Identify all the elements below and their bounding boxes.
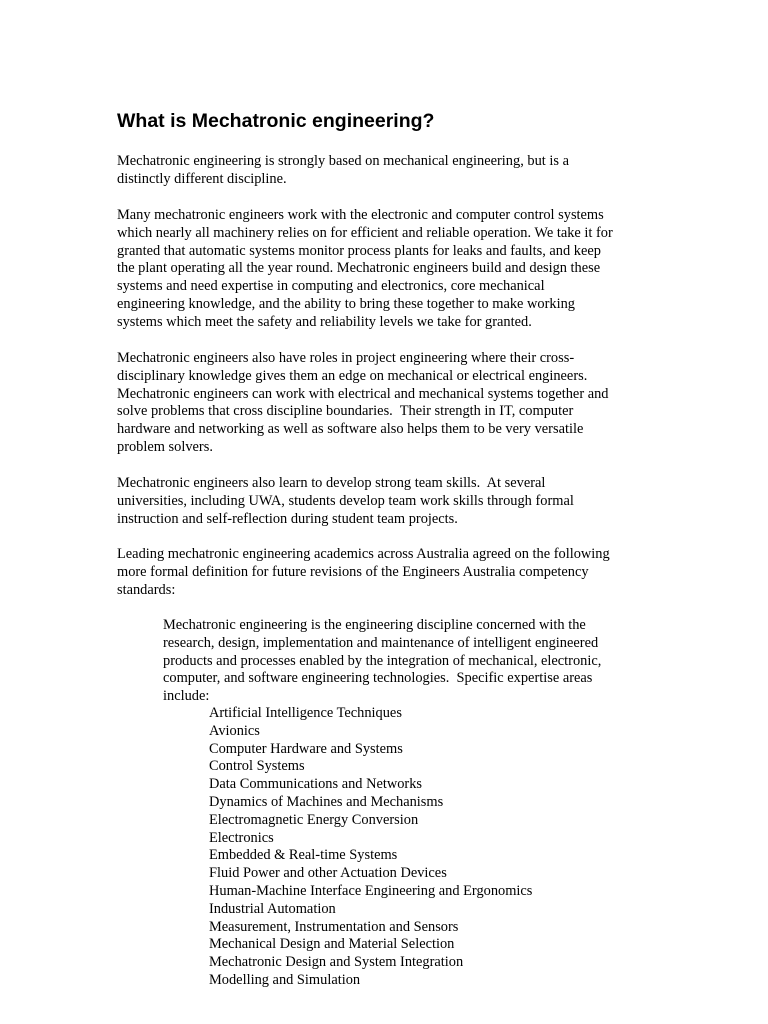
expertise-area-item: Electronics [209, 829, 274, 846]
paragraph-line: granted that automatic systems monitor process plants for leaks and faults, and keep [117, 242, 601, 259]
paragraph-team-skills [117, 475, 574, 528]
paragraph-line: solve problems that cross discipline boundaries. Their strength in IT, computer [117, 403, 574, 420]
expertise-area-item: Measurement, Instrumentation and Sensors [209, 918, 459, 935]
expertise-area-item: Embedded & Real-time Systems [209, 847, 398, 864]
paragraph-definition-intro [117, 546, 610, 599]
paragraph-line: disciplinary knowledge gives them an edge on mechanical or electrical engineers. [117, 367, 588, 384]
expertise-area-item: Artificial Intelligence Techniques [209, 705, 402, 721]
definition-line: computer, and software engineering technologies. Specific expertise areas [163, 670, 593, 687]
paragraph-line: Mechatronic engineering is strongly based on mechanical engineering, but is a [117, 153, 569, 169]
paragraph-line: the plant operating all the year round. Mechatronic engineers build and design these [117, 260, 601, 277]
paragraph-line: Many mechatronic engineers work with the electronic and computer control systems [117, 207, 604, 223]
definition-line: Mechatronic engineering is the engineering discipline concerned with the [163, 617, 586, 633]
paragraph-line: hardware and networking as well as software also helps them to be very versatile [117, 421, 584, 438]
expertise-area-item: Human-Machine Interface Engineering and Ergonomics [209, 882, 533, 899]
paragraph-line: Mechatronic engineers can work with electrical and mechanical systems together and [117, 385, 609, 402]
expertise-area-item: Control Systems [209, 758, 305, 775]
definition-line: include: [163, 688, 210, 705]
definition-block [163, 617, 601, 706]
paragraph-line: Leading mechatronic engineering academics across Australia agreed on the following [117, 546, 610, 562]
paragraph-line: universities, including UWA, students develop team work skills through formal [117, 492, 574, 509]
expertise-areas-list [209, 705, 532, 990]
expertise-area-item: Mechanical Design and Material Selection [209, 936, 455, 953]
paragraph-line: Mechatronic engineers also have roles in project engineering where their cross- [117, 350, 575, 366]
expertise-area-item: Computer Hardware and Systems [209, 740, 403, 757]
definition-line: products and processes enabled by the integration of mechanical, electronic, [163, 652, 602, 669]
paragraph-line: Mechatronic engineers also learn to develop strong team skills. At several [117, 475, 546, 491]
definition-line: research, design, implementation and maintenance of intelligent engineered [163, 634, 599, 651]
expertise-area-item: Dynamics of Machines and Mechanisms [209, 793, 444, 810]
paragraph-line: problem solvers. [117, 438, 213, 455]
paragraph-line: more formal definition for future revisions of the Engineers Australia competency [117, 563, 589, 580]
expertise-area-item: Data Communications and Networks [209, 776, 423, 793]
paragraph-line: which nearly all machinery relies on for efficient and reliable operation. We take it for [117, 224, 613, 241]
paragraph-line: systems which meet the safety and reliability levels we take for granted. [117, 313, 532, 330]
page-title: What is Mechatronic engineering? [117, 110, 435, 132]
expertise-area-item: Industrial Automation [209, 900, 336, 917]
paragraph-line: engineering knowledge, and the ability to bring these together to make working [117, 295, 575, 312]
expertise-area-item: Mechatronic Design and System Integration [209, 954, 464, 971]
paragraph-line: standards: [117, 581, 176, 598]
paragraph-control-systems [117, 207, 613, 332]
paragraph-intro [117, 153, 569, 189]
paragraph-line: distinctly different discipline. [117, 170, 287, 187]
expertise-area-item: Modelling and Simulation [209, 971, 361, 988]
paragraph-project-engineering [117, 350, 608, 457]
expertise-area-item: Electromagnetic Energy Conversion [209, 811, 419, 828]
paragraph-line: systems and need expertise in computing and electronics, core mechanical [117, 278, 545, 295]
paragraph-line: instruction and self-reflection during student team projects. [117, 510, 458, 527]
expertise-area-item: Fluid Power and other Actuation Devices [209, 865, 447, 882]
expertise-area-item: Avionics [209, 722, 260, 739]
